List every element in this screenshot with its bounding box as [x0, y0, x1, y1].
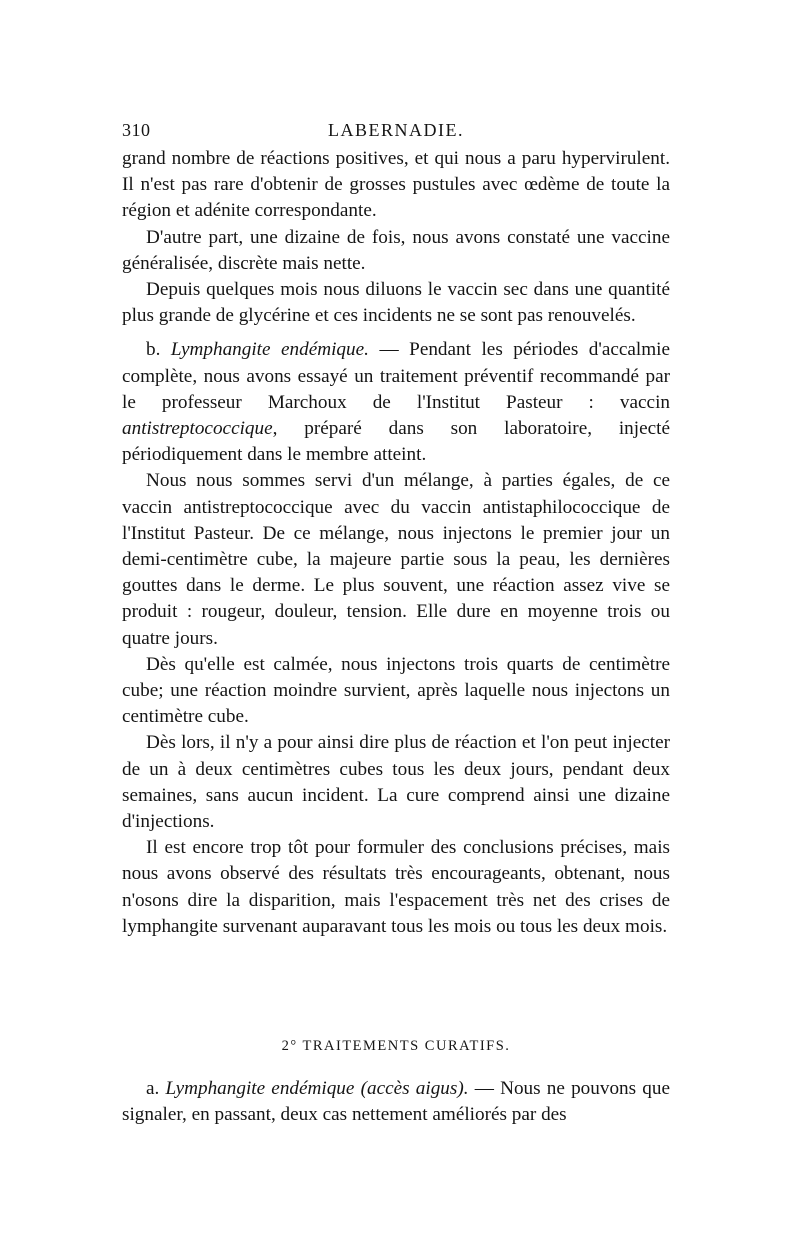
paragraph-lymphangitis-preventive — [122, 337, 670, 468]
subsection-letter: a. — [146, 1078, 166, 1099]
paragraph-curative-lymphangitis — [122, 1076, 670, 1128]
page-number: 310 — [122, 120, 151, 140]
body-text — [122, 146, 670, 940]
running-title: LABERNADIE. — [328, 120, 464, 140]
body-text-after-heading — [122, 1076, 670, 1128]
subsection-title: Lymphangite endémique (accès aigus). — [165, 1078, 469, 1099]
paragraph-text: — Pendant les périodes d'accalmie complète, nous avons essayé un traitement préventif recommandé par le professeur Marchoux de l'Institut Pasteur : vaccin — [122, 339, 671, 413]
paragraph-text: — Nous ne pouvons que signaler, en passant, deux cas nettement améliorés par des — [122, 1078, 670, 1126]
paragraph-mixture: Nous nous sommes servi d'un mélange, à parties égales, de ce vaccin antistreptococcique avec du vaccin antistaphilococcique de l'Institut Pasteur. De ce mélange, nous injectons le premier jour un demi-centimètre cube, la majeure partie sous la peau, les dernières gouttes dans le derme. Le plus souvent, une réaction assez vive se produit : rougeur, douleur, tension. Elle dure en moyenne trois ou quatre jours. — [122, 470, 670, 649]
paragraph-continued: grand nombre de réactions positives, et qui nous a paru hypervirulent. Il n'est pas rare d'obtenir de grosses pustules avec œdème de toute la région et adénite correspondante. — [122, 148, 670, 222]
paragraph-dilution: Depuis quelques mois nous diluons le vaccin sec dans une quantité plus grande de glycérine et ces incidents ne se sont pas renouvelés. — [122, 279, 670, 327]
page-header — [122, 120, 670, 142]
paragraph-conclusions: Il est encore trop tôt pour formuler des conclusions précises, mais nous avons observé des résultats très encourageants, obtenant, nous n'osons dire la disparition, mais l'espacement très net des crises de lymphangite survenant auparavant tous les mois ou tous les deux mois. — [122, 837, 670, 937]
paragraph-text: , préparé dans son laboratoire, injecté périodiquement dans le membre atteint. — [122, 418, 670, 466]
italic-term: antistreptococcique — [122, 418, 273, 440]
paragraph-generalized-vaccine: D'autre part, une dizaine de fois, nous avons constaté une vaccine généralisée, discrète mais nette. — [122, 226, 670, 274]
section-heading: 2° TRAITEMENTS CURATIFS. — [281, 1038, 511, 1054]
paragraph-second-injection: Dès qu'elle est calmée, nous injectons trois quarts de centimètre cube; une réaction moindre survient, après laquelle nous injectons un centimètre cube. — [122, 653, 670, 728]
subsection-title: Lymphangite endémique. — [170, 339, 369, 361]
subsection-letter: b. — [146, 339, 171, 361]
paragraph-cure: Dès lors, il n'y a pour ainsi dire plus de réaction et l'on peut injecter de un à deux centimètres cubes tous les deux jours, pendant deux semaines, sans aucun incident. La cure comprend ainsi une dizaine d'injections. — [122, 732, 670, 833]
